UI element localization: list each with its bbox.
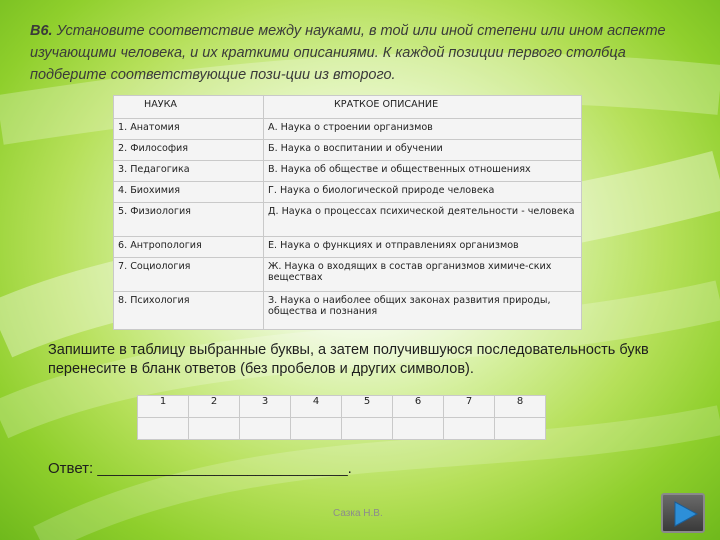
science-cell: 3. Педагогика <box>114 161 264 182</box>
description-cell: Ж. Наука о входящих в состав организмов химиче-ских веществах <box>264 258 582 292</box>
answer-number: 2 <box>189 396 240 418</box>
answer-cell[interactable] <box>240 418 291 440</box>
science-cell: 6. Антропология <box>114 237 264 258</box>
answer-cell[interactable] <box>138 418 189 440</box>
instruction-text: Запишите в таблицу выбранные буквы, а затем получившуюся последовательность букв перенесите в бланк ответов (без пробелов и других символов). <box>48 342 649 377</box>
table-row <box>114 182 582 203</box>
answer-number: 1 <box>138 396 189 418</box>
science-cell: 7. Социология <box>114 258 264 292</box>
header-science: НАУКА <box>114 96 264 119</box>
science-cell: 1. Анатомия <box>114 119 264 140</box>
description-cell: Г. Наука о биологической природе человека <box>264 182 582 203</box>
answer-number: 4 <box>291 396 342 418</box>
answer-number: 7 <box>444 396 495 418</box>
answer-cell[interactable] <box>189 418 240 440</box>
description-cell: З. Наука о наиболее общих законах развития природы, общества и познания <box>264 292 582 330</box>
author-label: Сазка Н.В. <box>333 508 383 519</box>
table-row <box>114 161 582 182</box>
answer-cell[interactable] <box>495 418 546 440</box>
answer-number: 8 <box>495 396 546 418</box>
answer-input-row <box>138 418 546 440</box>
task-text <box>30 20 700 86</box>
answer-number: 5 <box>342 396 393 418</box>
answer-number-row <box>138 396 546 418</box>
description-cell: Е. Наука о функциях и отправлениях организмов <box>264 237 582 258</box>
science-cell: 5. Физиология <box>114 203 264 237</box>
table-row <box>114 292 582 330</box>
answer-table <box>137 395 546 440</box>
science-cell: 2. Философия <box>114 140 264 161</box>
answer-cell[interactable] <box>291 418 342 440</box>
science-cell: 4. Биохимия <box>114 182 264 203</box>
table-row <box>114 203 582 237</box>
matching-table <box>113 95 582 330</box>
table-row <box>114 140 582 161</box>
answer-number: 3 <box>240 396 291 418</box>
science-cell: 8. Психология <box>114 292 264 330</box>
table-row <box>114 237 582 258</box>
answer-line: Ответ: ______________________________. <box>48 460 352 477</box>
play-right-icon <box>671 500 699 528</box>
matching-table-header <box>114 96 582 119</box>
description-cell: Б. Наука о воспитании и обучении <box>264 140 582 161</box>
next-slide-button[interactable] <box>661 493 705 533</box>
description-cell: Д. Наука о процессах психической деятельности - человека <box>264 203 582 237</box>
table-row <box>114 119 582 140</box>
answer-number: 6 <box>393 396 444 418</box>
table-row <box>114 258 582 292</box>
answer-cell[interactable] <box>393 418 444 440</box>
description-cell: В. Наука об обществе и общественных отношениях <box>264 161 582 182</box>
task-number: В6. <box>30 23 53 39</box>
answer-cell[interactable] <box>342 418 393 440</box>
answer-cell[interactable] <box>444 418 495 440</box>
header-description: КРАТКОЕ ОПИСАНИЕ <box>264 96 582 119</box>
task-body: Установите соответствие между науками, в той или иной степени или ином аспекте изучающими человека, и их краткими описаниями. К каждой позиции первого столбца подберите соответствующие пози-ции из второго. <box>30 23 666 83</box>
description-cell: А. Наука о строении организмов <box>264 119 582 140</box>
